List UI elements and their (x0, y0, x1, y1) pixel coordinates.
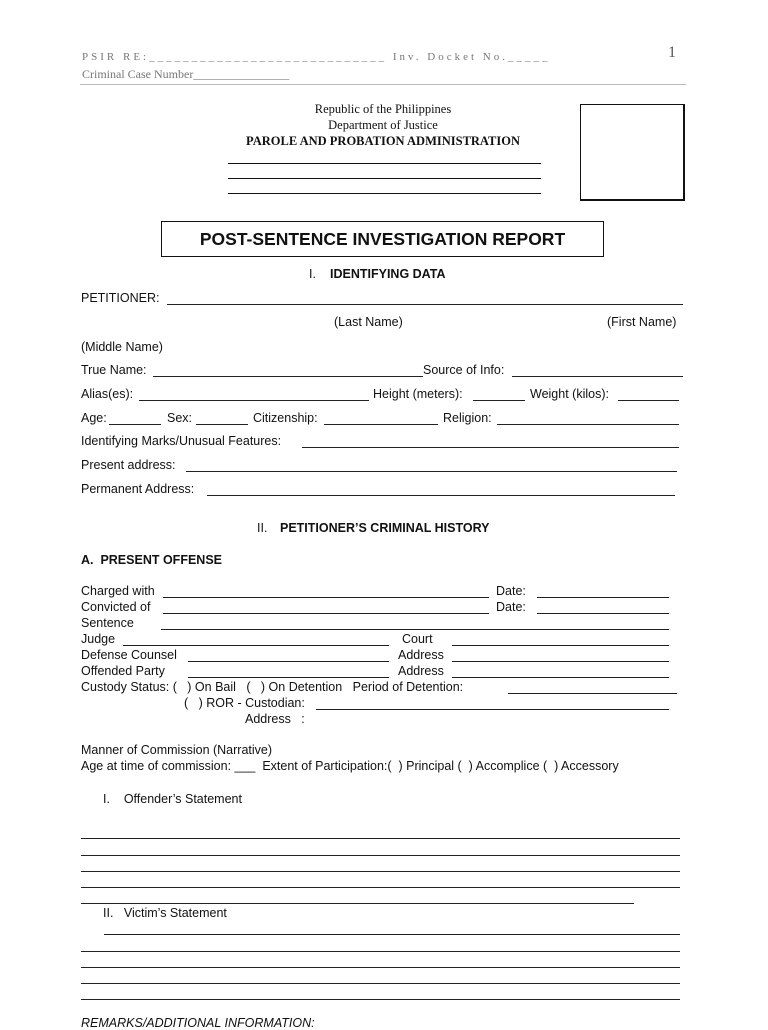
defense-counsel-label: Defense Counsel (81, 648, 177, 662)
agency-blank-line-2 (228, 178, 541, 179)
criminal-case-number: Criminal Case Number________________ (82, 67, 290, 81)
victim-statement-line-1[interactable] (104, 934, 680, 935)
victim-statement-line-5[interactable] (81, 999, 680, 1000)
true-name-field[interactable] (153, 376, 423, 377)
weight-field[interactable] (618, 400, 679, 401)
height-label: Height (meters): (373, 387, 463, 401)
convicted-date-label: Date: (496, 600, 526, 614)
offended-party-field[interactable] (188, 677, 389, 678)
header-divider (80, 84, 686, 85)
aliases-label: Alias(es): (81, 387, 134, 401)
defense-address-label: Address (398, 648, 444, 662)
custody-status-line: Custody Status: ( ) On Bail ( ) On Detention Period of Detention: (81, 680, 464, 694)
convicted-of-field[interactable] (163, 613, 489, 614)
last-name-caption: (Last Name) (334, 315, 403, 329)
convicted-of-label: Convicted of (81, 600, 151, 614)
offender-statement-line-5[interactable] (81, 903, 634, 904)
charged-with-field[interactable] (163, 597, 489, 598)
remarks-heading: REMARKS/ADDITIONAL INFORMATION: (81, 1016, 315, 1030)
offenders-statement-heading: I. Offender’s Statement (103, 792, 242, 806)
victim-statement-line-4[interactable] (81, 983, 680, 984)
permanent-address-label: Permanent Address: (81, 482, 195, 496)
report-title-box (161, 221, 604, 257)
identifying-marks-field[interactable] (302, 447, 679, 448)
court-field[interactable] (452, 645, 669, 646)
custodian-address-label: Address : (245, 712, 305, 726)
height-field[interactable] (473, 400, 525, 401)
religion-label: Religion: (443, 411, 492, 425)
court-label: Court (402, 632, 433, 646)
defense-address-field[interactable] (452, 661, 669, 662)
agency-republic: Republic of the Philippines (314, 102, 452, 116)
age-field[interactable] (109, 424, 161, 425)
agency-department: Department of Justice (328, 118, 438, 132)
convicted-date-field[interactable] (537, 613, 669, 614)
offended-address-label: Address (398, 664, 444, 678)
ror-custodian-field[interactable] (316, 709, 669, 710)
present-address-field[interactable] (186, 471, 677, 472)
citizenship-field[interactable] (324, 424, 438, 425)
section-2-heading: PETITIONER’S CRIMINAL HISTORY (280, 521, 490, 535)
ror-custodian-label: ( ) ROR - Custodian: (184, 696, 305, 710)
present-offense-heading: A. PRESENT OFFENSE (81, 553, 222, 567)
manner-of-commission-label: Manner of Commission (Narrative) (81, 743, 273, 757)
citizenship-label: Citizenship: (253, 411, 318, 425)
offended-address-field[interactable] (452, 677, 669, 678)
offender-statement-line-1[interactable] (81, 838, 680, 839)
religion-field[interactable] (497, 424, 679, 425)
agency-blank-line-1 (228, 163, 541, 164)
present-address-label: Present address: (81, 458, 176, 472)
source-info-label: Source of Info: (423, 363, 505, 377)
middle-name-caption: (Middle Name) (81, 340, 163, 354)
sex-label: Sex: (167, 411, 193, 425)
section-1-numeral: I. (309, 267, 316, 281)
offended-party-label: Offended Party (81, 664, 165, 678)
section-1-heading: IDENTIFYING DATA (330, 267, 446, 281)
sentence-label: Sentence (81, 616, 134, 630)
age-at-commission-line: Age at time of commission: ___ Extent of Participation:( ) Principal ( ) Accomplice ( ) Accessory (81, 759, 619, 773)
charged-date-field[interactable] (537, 597, 669, 598)
sex-field[interactable] (196, 424, 248, 425)
offender-statement-line-2[interactable] (81, 855, 680, 856)
victim-statement-line-3[interactable] (81, 967, 680, 968)
identifying-marks-label: Identifying Marks/Unusual Features: (81, 434, 282, 448)
offender-statement-line-3[interactable] (81, 871, 680, 872)
sentence-field[interactable] (161, 629, 669, 630)
page-number: 1 (668, 44, 676, 61)
charged-with-label: Charged with (81, 584, 155, 598)
agency-ppa: PAROLE AND PROBATION ADMINISTRATION (246, 134, 520, 148)
judge-field[interactable] (123, 645, 389, 646)
victim-statement-line-2[interactable] (81, 951, 680, 952)
weight-label: Weight (kilos): (530, 387, 609, 401)
true-name-label: True Name: (81, 363, 147, 377)
charged-date-label: Date: (496, 584, 526, 598)
petitioner-label: PETITIONER: (81, 291, 160, 305)
source-info-field[interactable] (512, 376, 683, 377)
victims-statement-heading: II. Victim’s Statement (103, 906, 227, 920)
period-of-detention-field[interactable] (508, 693, 677, 694)
aliases-field[interactable] (139, 400, 369, 401)
permanent-address-field[interactable] (207, 495, 675, 496)
age-label: Age: (81, 411, 107, 425)
defense-counsel-field[interactable] (188, 661, 389, 662)
judge-label: Judge (81, 632, 116, 646)
first-name-caption: (First Name) (607, 315, 677, 329)
report-title: POST-SENTENCE INVESTIGATION REPORT (199, 228, 566, 249)
agency-blank-line-3 (228, 193, 541, 194)
section-2-numeral: II. (257, 521, 268, 535)
petitioner-field[interactable] (167, 304, 683, 305)
psir-reference-line: PSIR RE:____________________________ Inv. Docket No._____ (82, 51, 551, 63)
offender-statement-line-4[interactable] (81, 887, 680, 888)
photo-box (580, 104, 685, 201)
